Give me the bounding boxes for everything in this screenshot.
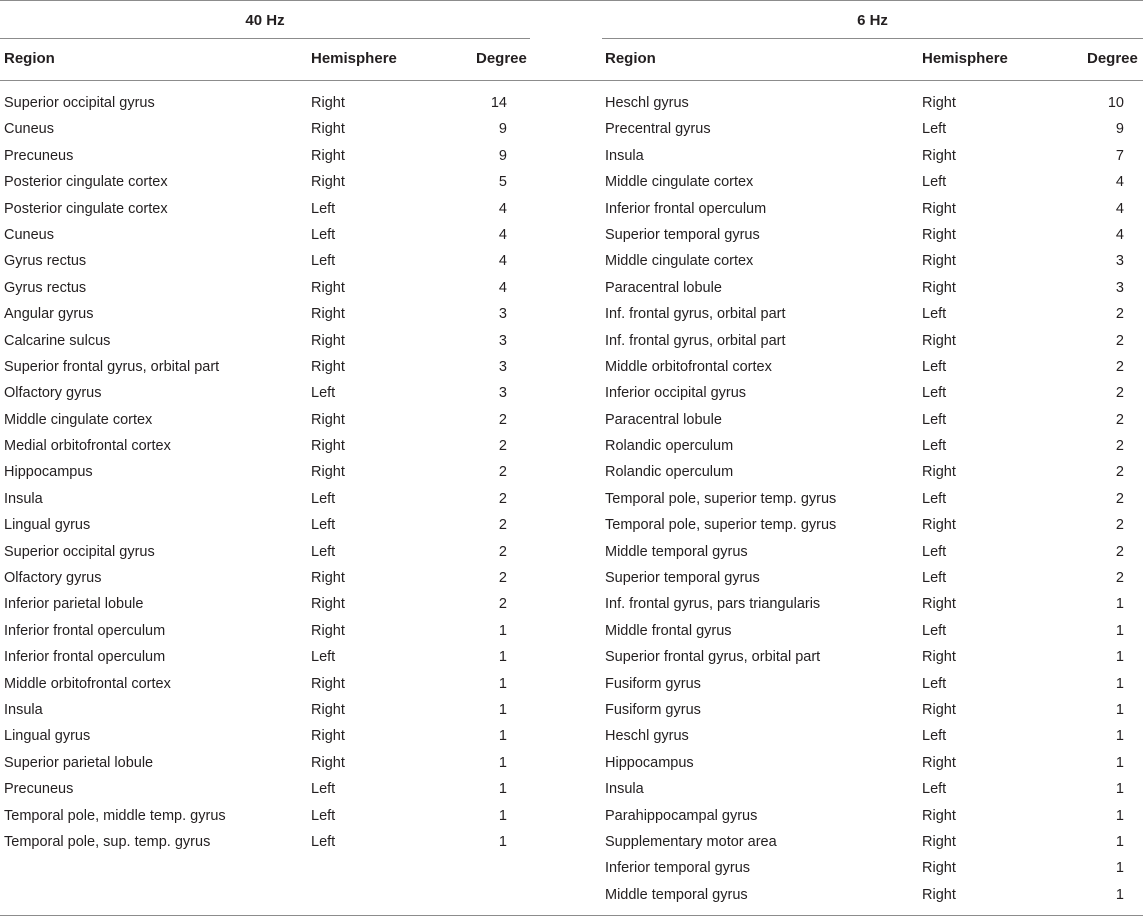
region-cell: Superior parietal lobule — [4, 754, 154, 771]
degree-cell: 1 — [1115, 754, 1124, 771]
table-row — [0, 486, 530, 512]
region-cell: Middle cingulate cortex — [605, 253, 754, 270]
region-cell: Posterior cingulate cortex — [4, 174, 168, 191]
hemisphere-cell: Right — [311, 728, 345, 745]
table-row — [0, 143, 530, 169]
group-header-40hz: 40 Hz — [245, 12, 285, 29]
hemisphere-cell: Right — [311, 332, 345, 349]
table-row — [602, 671, 1143, 697]
region-cell: Inferior frontal operculum — [605, 200, 767, 217]
group-rule-40hz — [0, 38, 530, 39]
column-header-hemisphere: Hemisphere — [311, 50, 397, 67]
degree-cell: 1 — [498, 675, 507, 692]
table-row — [602, 380, 1143, 406]
table-row — [0, 328, 530, 354]
degree-cell: 9 — [1115, 121, 1124, 138]
hemisphere-cell: Left — [922, 174, 947, 191]
table-row — [0, 671, 530, 697]
degree-cell: 2 — [1115, 438, 1124, 455]
hemisphere-cell: Right — [922, 596, 956, 613]
region-cell: Lingual gyrus — [4, 517, 91, 534]
table-row — [602, 803, 1143, 829]
region-cell: Medial orbitofrontal cortex — [4, 438, 171, 455]
region-cell: Parahippocampal gyrus — [605, 807, 758, 824]
hemisphere-cell: Right — [922, 464, 956, 481]
region-cell: Temporal pole, sup. temp. gyrus — [4, 833, 211, 850]
degree-cell: 1 — [498, 754, 507, 771]
region-cell: Cuneus — [4, 226, 54, 243]
degree-cell: 3 — [498, 385, 507, 402]
degree-cell: 2 — [1115, 358, 1124, 375]
region-cell: Fusiform gyrus — [605, 701, 701, 718]
table-row — [602, 354, 1143, 380]
region-cell: Inf. frontal gyrus, orbital part — [605, 332, 786, 349]
hemisphere-cell: Right — [922, 833, 956, 850]
table-row — [0, 116, 530, 142]
hemisphere-cell: Right — [311, 675, 345, 692]
column-header-degree: Degree — [476, 50, 527, 67]
degree-cell: 4 — [498, 279, 507, 296]
hemisphere-cell: Right — [922, 95, 956, 111]
region-cell: Angular gyrus — [4, 306, 94, 323]
degree-cell: 1 — [498, 781, 507, 798]
table-row — [602, 459, 1143, 485]
hemisphere-cell: Right — [311, 622, 345, 639]
hemisphere-cell: Right — [311, 754, 345, 771]
region-cell: Hippocampus — [605, 754, 694, 771]
hemisphere-cell: Left — [311, 200, 336, 217]
region-cell: Precuneus — [4, 781, 74, 798]
degree-cell: 4 — [498, 253, 507, 270]
degree-cell: 2 — [498, 464, 507, 481]
region-cell: Rolandic operculum — [605, 438, 734, 455]
hemisphere-cell: Right — [922, 517, 956, 534]
degree-cell: 2 — [1115, 517, 1124, 534]
region-cell: Gyrus rectus — [4, 279, 87, 296]
table-row — [602, 829, 1143, 855]
hemisphere-cell: Right — [922, 200, 956, 217]
table-row — [602, 723, 1143, 749]
hemisphere-cell: Right — [311, 306, 345, 323]
degree-cell: 1 — [498, 728, 507, 745]
table-row — [602, 116, 1143, 142]
hemisphere-cell: Left — [922, 306, 947, 323]
table-row — [602, 275, 1143, 301]
degree-cell: 2 — [1115, 464, 1124, 481]
hemisphere-cell: Left — [922, 490, 947, 507]
table-row — [602, 565, 1143, 591]
region-cell: Inf. frontal gyrus, pars triangularis — [605, 596, 821, 613]
degree-cell: 2 — [498, 570, 507, 587]
table-row — [0, 829, 530, 855]
table-row — [602, 697, 1143, 723]
header-rule — [0, 80, 1143, 81]
table-row — [602, 222, 1143, 248]
region-cell: Insula — [605, 781, 644, 798]
region-cell: Fusiform gyrus — [605, 675, 701, 692]
region-cell: Supplementary motor area — [605, 833, 777, 850]
table-row — [602, 644, 1143, 670]
hemisphere-cell: Left — [311, 781, 336, 798]
region-cell: Middle temporal gyrus — [605, 886, 748, 903]
hemisphere-cell: Right — [922, 147, 956, 164]
table-row — [0, 512, 530, 538]
region-cell: Precentral gyrus — [605, 121, 711, 138]
degree-cell: 2 — [1115, 332, 1124, 349]
degree-cell: 1 — [1115, 860, 1124, 877]
degree-cell: 1 — [498, 833, 507, 850]
hemisphere-cell: Right — [311, 147, 345, 164]
table-row — [0, 169, 530, 195]
table-row — [602, 855, 1143, 881]
degree-cell: 2 — [1115, 306, 1124, 323]
hemisphere-cell: Right — [922, 332, 956, 349]
region-cell: Cuneus — [4, 121, 54, 138]
hemisphere-cell: Left — [311, 543, 336, 560]
table-row — [0, 380, 530, 406]
hemisphere-cell: Left — [922, 570, 947, 587]
hemisphere-cell: Right — [922, 860, 956, 877]
table-row — [0, 697, 530, 723]
table-row — [602, 433, 1143, 459]
table-row — [602, 169, 1143, 195]
region-cell: Superior frontal gyrus, orbital part — [605, 649, 821, 666]
table-row — [602, 750, 1143, 776]
region-cell: Middle frontal gyrus — [605, 622, 732, 639]
degree-cell: 1 — [1115, 701, 1124, 718]
degree-cell: 3 — [1115, 279, 1124, 296]
region-cell: Middle orbitofrontal cortex — [4, 675, 171, 692]
hemisphere-cell: Right — [922, 226, 956, 243]
hemisphere-cell: Left — [311, 517, 336, 534]
hemisphere-cell: Left — [311, 807, 336, 824]
table-row — [0, 459, 530, 485]
degree-cell: 9 — [498, 121, 507, 138]
degree-cell: 9 — [498, 147, 507, 164]
hemisphere-cell: Right — [311, 570, 345, 587]
table-row — [602, 196, 1143, 222]
hemisphere-cell: Right — [311, 121, 345, 138]
bottom-rule — [0, 915, 1143, 916]
degree-cell: 1 — [498, 649, 507, 666]
region-cell: Middle temporal gyrus — [605, 543, 748, 560]
degree-cell: 4 — [1115, 174, 1124, 191]
region-cell: Heschl gyrus — [605, 95, 689, 111]
hemisphere-cell: Right — [922, 701, 956, 718]
hemisphere-cell: Left — [311, 649, 336, 666]
hemisphere-cell: Right — [311, 279, 345, 296]
hemisphere-cell: Right — [922, 649, 956, 666]
region-cell: Middle cingulate cortex — [605, 174, 754, 191]
degree-cell: 10 — [1107, 95, 1124, 111]
hemisphere-cell: Right — [922, 807, 956, 824]
table-row — [0, 222, 530, 248]
degree-cell: 1 — [1115, 675, 1124, 692]
table-row — [602, 591, 1143, 617]
table-row — [0, 354, 530, 380]
degree-cell: 1 — [498, 622, 507, 639]
table-row — [602, 301, 1143, 327]
degree-cell: 1 — [1115, 649, 1124, 666]
hemisphere-cell: Right — [311, 95, 345, 111]
region-cell: Superior occipital gyrus — [4, 95, 155, 111]
table-row — [602, 512, 1143, 538]
degree-cell: 3 — [498, 332, 507, 349]
degree-cell: 1 — [1115, 596, 1124, 613]
hemisphere-cell: Right — [311, 358, 345, 375]
hemisphere-cell: Right — [922, 886, 956, 903]
hemisphere-cell: Right — [922, 754, 956, 771]
hemisphere-cell: Left — [922, 121, 947, 138]
hemisphere-cell: Right — [922, 279, 956, 296]
region-cell: Superior temporal gyrus — [605, 226, 760, 243]
column-header-region: Region — [605, 50, 656, 67]
table-row — [602, 143, 1143, 169]
hemisphere-cell: Left — [922, 438, 947, 455]
degree-cell: 2 — [498, 411, 507, 428]
region-cell: Inferior temporal gyrus — [605, 860, 751, 877]
table-body-40hz — [0, 90, 530, 855]
degree-cell: 14 — [490, 95, 507, 111]
table-row — [0, 565, 530, 591]
region-cell: Precuneus — [4, 147, 74, 164]
table-row — [602, 248, 1143, 274]
hemisphere-cell: Left — [922, 781, 947, 798]
column-header-hemisphere: Hemisphere — [922, 50, 1008, 67]
degree-cell: 4 — [498, 200, 507, 217]
table-row — [0, 301, 530, 327]
degree-cell: 2 — [498, 490, 507, 507]
hemisphere-cell: Left — [922, 411, 947, 428]
hemisphere-cell: Right — [311, 174, 345, 191]
degree-cell: 2 — [1115, 385, 1124, 402]
hemisphere-cell: Left — [922, 675, 947, 692]
hemisphere-cell: Right — [311, 438, 345, 455]
region-cell: Middle orbitofrontal cortex — [605, 358, 772, 375]
table-row — [0, 275, 530, 301]
degree-cell: 1 — [1115, 833, 1124, 850]
region-cell: Superior temporal gyrus — [605, 570, 760, 587]
hemisphere-cell: Left — [311, 833, 336, 850]
table-row — [0, 433, 530, 459]
degree-cell: 3 — [498, 306, 507, 323]
hemisphere-cell: Right — [311, 464, 345, 481]
region-cell: Inferior occipital gyrus — [605, 385, 747, 402]
hemisphere-cell: Left — [311, 226, 336, 243]
hemisphere-cell: Left — [922, 622, 947, 639]
region-cell: Superior frontal gyrus, orbital part — [4, 358, 220, 375]
table-row — [0, 248, 530, 274]
region-cell: Temporal pole, superior temp. gyrus — [605, 490, 837, 507]
region-cell: Paracentral lobule — [605, 279, 722, 296]
group-rule-6hz — [602, 38, 1143, 39]
degree-cell: 3 — [1115, 253, 1124, 270]
degree-cell: 1 — [1115, 886, 1124, 903]
region-cell: Paracentral lobule — [605, 411, 722, 428]
region-cell: Insula — [4, 490, 43, 507]
table-row — [602, 328, 1143, 354]
table-row — [0, 90, 530, 116]
region-cell: Middle cingulate cortex — [4, 411, 153, 428]
degree-cell: 7 — [1115, 147, 1124, 164]
region-cell: Heschl gyrus — [605, 728, 689, 745]
table-row — [602, 407, 1143, 433]
hemisphere-cell: Right — [311, 411, 345, 428]
region-cell: Hippocampus — [4, 464, 93, 481]
degree-cell: 2 — [498, 438, 507, 455]
region-cell: Temporal pole, superior temp. gyrus — [605, 517, 837, 534]
table-row — [0, 196, 530, 222]
degree-cell: 1 — [1115, 807, 1124, 824]
table-body-6hz — [602, 90, 1143, 908]
degree-cell: 1 — [498, 701, 507, 718]
degree-cell: 5 — [498, 174, 507, 191]
degree-cell: 4 — [498, 226, 507, 243]
table-row — [602, 539, 1143, 565]
degree-cell: 3 — [498, 358, 507, 375]
column-header-degree: Degree — [1087, 50, 1138, 67]
region-cell: Insula — [605, 147, 644, 164]
region-cell: Superior occipital gyrus — [4, 543, 155, 560]
hemisphere-cell: Left — [922, 728, 947, 745]
degree-cell: 4 — [1115, 200, 1124, 217]
table-row — [602, 618, 1143, 644]
table-row — [0, 407, 530, 433]
table-row — [602, 882, 1143, 908]
degree-cell: 4 — [1115, 226, 1124, 243]
table-row — [0, 803, 530, 829]
region-cell: Insula — [4, 701, 43, 718]
hemisphere-cell: Left — [311, 385, 336, 402]
region-cell: Olfactory gyrus — [4, 570, 102, 587]
table-row — [0, 723, 530, 749]
degree-cell: 2 — [498, 543, 507, 560]
region-cell: Rolandic operculum — [605, 464, 734, 481]
region-cell: Posterior cingulate cortex — [4, 200, 168, 217]
hemisphere-cell: Left — [922, 358, 947, 375]
degree-cell: 2 — [1115, 490, 1124, 507]
hemisphere-cell: Right — [311, 596, 345, 613]
degree-cell: 2 — [1115, 543, 1124, 560]
column-header-region: Region — [4, 50, 55, 67]
hemisphere-cell: Left — [311, 490, 336, 507]
region-cell: Inf. frontal gyrus, orbital part — [605, 306, 786, 323]
table-row — [0, 618, 530, 644]
region-cell: Temporal pole, middle temp. gyrus — [4, 807, 226, 824]
region-cell: Lingual gyrus — [4, 728, 91, 745]
hemisphere-cell: Right — [922, 253, 956, 270]
region-cell: Calcarine sulcus — [4, 332, 111, 349]
degree-cell: 1 — [1115, 622, 1124, 639]
hemisphere-cell: Left — [922, 543, 947, 560]
group-header-6hz: 6 Hz — [857, 12, 888, 29]
degree-cell: 2 — [1115, 570, 1124, 587]
table-row — [0, 776, 530, 802]
top-rule — [0, 0, 1143, 1]
hemisphere-cell: Left — [311, 253, 336, 270]
region-cell: Inferior parietal lobule — [4, 596, 144, 613]
hemisphere-cell: Left — [922, 385, 947, 402]
degree-cell: 1 — [498, 807, 507, 824]
table-row — [602, 776, 1143, 802]
table-row — [0, 644, 530, 670]
region-cell: Gyrus rectus — [4, 253, 87, 270]
table-row — [602, 90, 1143, 116]
table-row — [0, 591, 530, 617]
table-row — [0, 750, 530, 776]
degree-cell: 1 — [1115, 781, 1124, 798]
degree-cell: 2 — [1115, 411, 1124, 428]
table-row — [0, 539, 530, 565]
region-cell: Inferior frontal operculum — [4, 622, 166, 639]
degree-cell: 2 — [498, 596, 507, 613]
region-cell: Olfactory gyrus — [4, 385, 102, 402]
table-row — [602, 486, 1143, 512]
hemisphere-cell: Right — [311, 701, 345, 718]
degree-cell: 2 — [498, 517, 507, 534]
region-cell: Inferior frontal operculum — [4, 649, 166, 666]
degree-cell: 1 — [1115, 728, 1124, 745]
